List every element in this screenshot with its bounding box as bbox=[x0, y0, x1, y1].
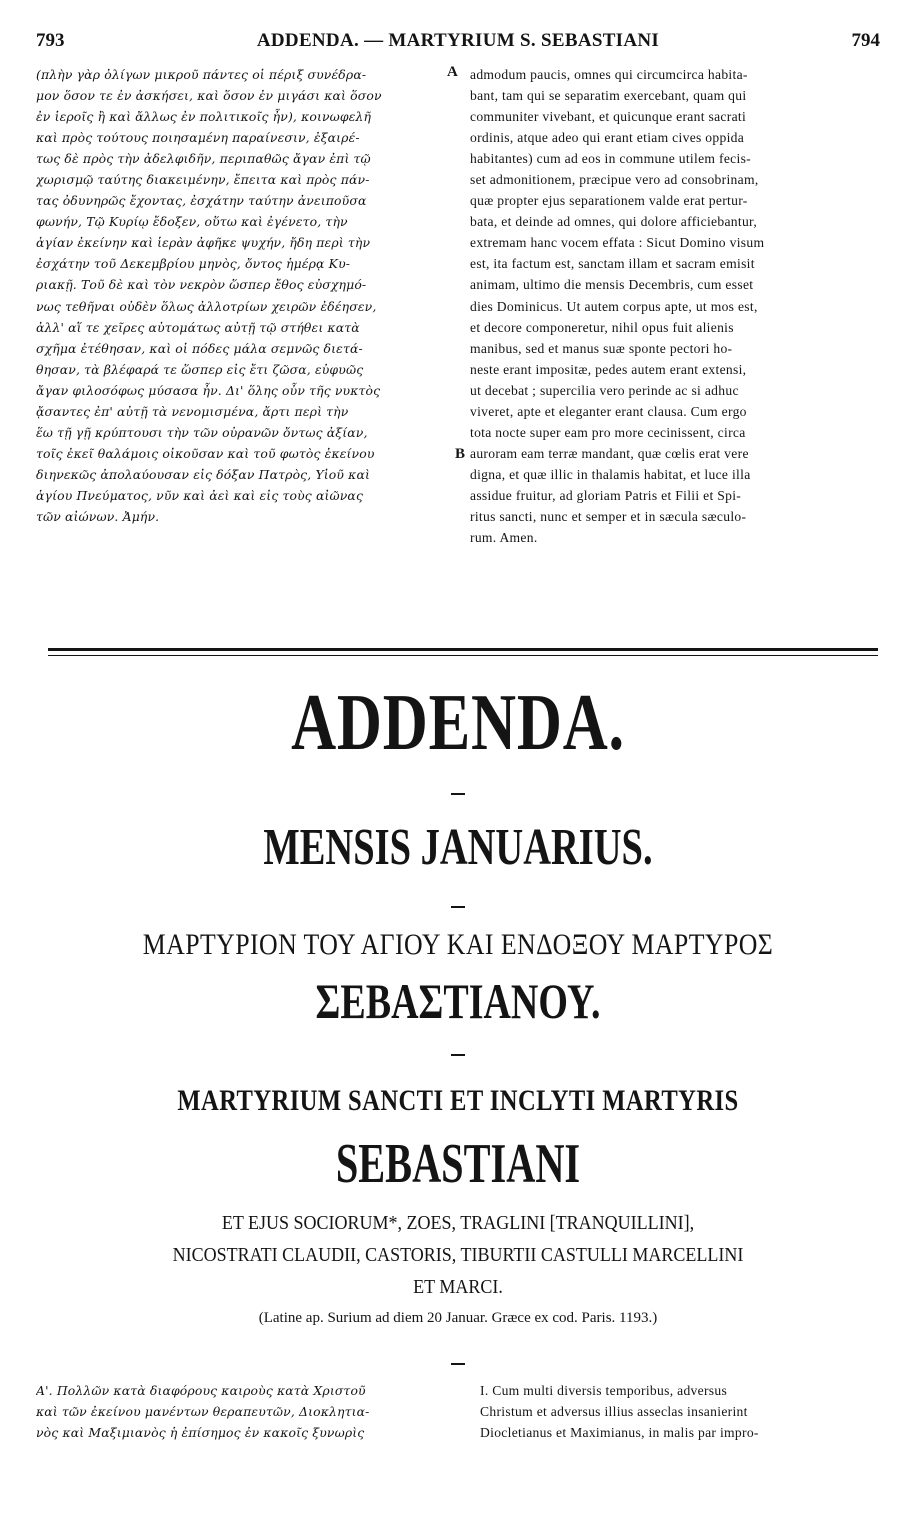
greek-line: τως δὲ πρὸς τὴν ἀδελφιδῆν, περιπαθῶς ἄγαν ἐπὶ τῷ bbox=[36, 151, 371, 167]
greek-line: ἄγαν φιλοσόφως μύσασα ἦν. Δι' ὅλης οὖν τῆς νυκτὸς bbox=[36, 382, 381, 398]
latin-column-top bbox=[470, 64, 880, 609]
latin-line: est, ita factum est, sanctam illam et sacram emisit bbox=[470, 256, 755, 272]
latin-line: ut decebat ; supercilia vero perinde ac si adhuc bbox=[470, 382, 739, 398]
latin-line: digna, et quæ illic in thalamis habitat, et luce illa bbox=[470, 466, 751, 482]
latin-title-line-2: SEBASTIANI bbox=[335, 1133, 581, 1195]
greek-line: τας ὀδυνηρῶς ἔχοντας, ἐσχάτην ταύτην ἀνειποῦσα bbox=[36, 193, 367, 209]
latin-column-bottom bbox=[480, 1380, 880, 1450]
greek-line: καὶ τῶν ἐκείνου μανέντων θεραπευτῶν, Διοκλητια- bbox=[36, 1404, 370, 1420]
separator-dash bbox=[451, 1363, 465, 1365]
latin-line: tota nocte super eam pro more cecinissent, circa bbox=[470, 424, 746, 440]
latin-line: auroram eam terræ mandant, quæ cœlis erat vere bbox=[470, 445, 749, 461]
section-rule-thick bbox=[48, 648, 878, 651]
latin-line: bant, tam qui se separatim exercebant, quam qui bbox=[470, 88, 747, 104]
companions-line-1: ET EJUS SOCIORUM*, ZOES, TRAGLINI [TRANQUILLINI], bbox=[221, 1212, 695, 1234]
greek-column-top bbox=[36, 64, 456, 594]
latin-line: ritus sancti, nunc et semper et in sæcula sæculo- bbox=[470, 508, 747, 524]
latin-line: I. Cum multi diversis temporibus, adversus bbox=[480, 1383, 728, 1398]
source-note: (Latine ap. Surium ad diem 20 Januar. Græce ex cod. Paris. 1193.) bbox=[258, 1310, 658, 1326]
greek-line: ἀλλ' αἵ τε χεῖρες αὐτομάτως αὐτῇ τῷ στήθει κατὰ bbox=[36, 319, 360, 335]
addenda-heading: ADDENDA. bbox=[291, 679, 625, 767]
greek-line: σχῆμα ἐτέθησαν, καὶ οἱ πόδες μάλα σεμνῶς διετά- bbox=[36, 340, 363, 356]
latin-line: dies Dominicus. Ut autem corpus apte, ut mos est, bbox=[470, 298, 758, 314]
greek-line: ἁγίαν ἐκείνην καὶ ἱερὰν ἀφῆκε ψυχήν, ἤδη περὶ τὴν bbox=[36, 235, 371, 251]
greek-line: τῶν αἰώνων. Ἀμήν. bbox=[36, 508, 160, 524]
margin-mark-b: B bbox=[455, 446, 466, 462]
latin-line: rum. Amen. bbox=[470, 530, 538, 546]
latin-line: Diocletianus et Maximianus, in malis par impro- bbox=[480, 1425, 759, 1441]
separator-dash bbox=[451, 906, 465, 908]
latin-line: bata, et deinde ad omnes, qui dolore afficiebantur, bbox=[470, 214, 758, 230]
greek-line: μον ὅσον τε ἐν ἀσκήσει, καὶ ὅσον ἐν μιγάσι καὶ ὅσον bbox=[36, 88, 382, 104]
latin-line: animam, ultimo die mensis Decembris, cum esset bbox=[470, 277, 754, 293]
latin-line: neste erant impositæ, pedes autem erant extensi, bbox=[470, 361, 747, 377]
greek-line: καὶ πρὸς τούτους ποιησαμένη παραίνεσιν, ἐξαιρέ- bbox=[36, 130, 360, 146]
greek-line: ριακῇ. Τοῦ δὲ καὶ τὸν νεκρὸν ὥσπερ ἔθος εὐσχημό- bbox=[36, 277, 367, 293]
month-heading: MENSIS JANUARIUS. bbox=[263, 819, 653, 876]
margin-mark-a: A bbox=[447, 64, 458, 80]
greek-line: ἐν ἱεροῖς ἢ καὶ ἄλλως ἐν πολιτικοῖς ἦν), κοινωφελῆ bbox=[36, 109, 372, 125]
greek-column-bottom bbox=[36, 1380, 456, 1450]
greek-line: ἁγίου Πνεύματος, νῦν καὶ ἀεὶ καὶ εἰς τοὺς αἰῶνας bbox=[36, 487, 364, 503]
greek-line: διηνεκῶς ἀπολαύουσαν εἰς δόξαν Πατρὸς, Υἱοῦ καὶ bbox=[36, 466, 370, 482]
page-number-right: 794 bbox=[851, 30, 880, 51]
greek-line: νως τεθῆναι οὐδὲν ὅλως ἀλλοτρίων χειρῶν ἐδέησεν, bbox=[36, 298, 377, 314]
latin-title-line-1: MARTYRIUM SANCTI ET INCLYTI MARTYRIS bbox=[177, 1084, 739, 1117]
latin-line: communiter vivebant, et quicunque erant sacrati bbox=[470, 109, 747, 125]
latin-line: admodum paucis, omnes qui circumcirca habita- bbox=[470, 67, 748, 82]
latin-line: viveret, apte et eleganter erant clausa. Cum ergo bbox=[470, 403, 747, 419]
latin-line: et decore componeretur, nihil opus fuit alienis bbox=[470, 319, 734, 335]
page-number-left: 793 bbox=[36, 30, 65, 51]
greek-line: ἐσχάτην τοῦ Δεκεμβρίου μηνὸς, ὄντος ἡμέρᾳ Κυ- bbox=[36, 256, 351, 272]
latin-line: extremam hanc vocem effata : Sicut Domino visum bbox=[470, 235, 765, 251]
separator-dash bbox=[451, 793, 465, 795]
companions-line-2: NICOSTRATI CLAUDII, CASTORIS, TIBURTII CASTULLI MARCELLINI bbox=[172, 1244, 744, 1266]
latin-line: set admonitionem, præcipue vero ad consobrinam, bbox=[470, 172, 759, 188]
separator-dash bbox=[451, 1054, 465, 1056]
greek-line: χωρισμῷ ταύτης διακειμένην, ἔπειτα καὶ πρὸς πάν- bbox=[36, 172, 370, 188]
greek-line: τοῖς ἐκεῖ θαλάμοις οἰκοῦσαν καὶ τοῦ φωτὸς ἐκείνου bbox=[36, 445, 375, 461]
latin-line: habitantes) cum ad eos in commune utilem fecis- bbox=[470, 151, 751, 167]
greek-line: ἕω τῇ γῇ κρύπτουσι τὴν τῶν οὐρανῶν ὄντως ἀξίαν, bbox=[36, 424, 368, 440]
latin-line: Christum et adversus illius asseclas insanierint bbox=[480, 1404, 748, 1420]
greek-title-line-1: ΜΑΡΤΥΡΙΟΝ ΤΟΥ ΑΓΙΟΥ ΚΑΙ ΕΝΔΟΞΟΥ ΜΑΡΤΥΡΟΣ bbox=[142, 928, 774, 961]
running-title: ADDENDA. — MARTYRIUM S. SEBASTIANI bbox=[256, 30, 660, 51]
latin-line: quæ propter ejus separationem valde erat pertur- bbox=[470, 193, 748, 209]
greek-line: ᾄσαντες ἐπ' αὐτῇ τὰ νενομισμένα, ἄρτι περὶ τὴν bbox=[36, 403, 349, 419]
companions-line-3: ET MARCI. bbox=[413, 1276, 503, 1298]
greek-line: (πλὴν γὰρ ὀλίγων μικροῦ πάντες οἱ πέριξ συνέδρα- bbox=[36, 67, 367, 82]
running-header bbox=[36, 30, 880, 60]
greek-title-line-2: ΣΕΒΑΣΤΙΑΝΟΥ. bbox=[315, 973, 601, 1029]
section-rule-thin bbox=[48, 655, 878, 656]
latin-line: ordinis, atque adeo qui erant etiam cives oppida bbox=[470, 130, 745, 146]
greek-line: θησαν, τὰ βλέφαρά τε ὥσπερ εἰς ἔτι ζῶσα, εὐφυῶς bbox=[36, 361, 364, 377]
latin-line: manibus, sed et manus suæ sponte pectori ho- bbox=[470, 340, 733, 356]
greek-line: Α'. Πολλῶν κατὰ διαφόρους καιροὺς κατὰ Χριστοῦ bbox=[36, 1383, 366, 1398]
latin-line: assidue fruitur, ad gloriam Patris et Filii et Spi- bbox=[470, 487, 742, 503]
greek-line: φωνήν, Τῷ Κυρίῳ ἔδοξεν, οὕτω καὶ ἐγένετο, τὴν bbox=[36, 214, 348, 230]
greek-line: νὸς καὶ Μαξιμιανὸς ἡ ἐπίσημος ἐν κακοῖς ξυνωρὶς bbox=[36, 1425, 365, 1441]
